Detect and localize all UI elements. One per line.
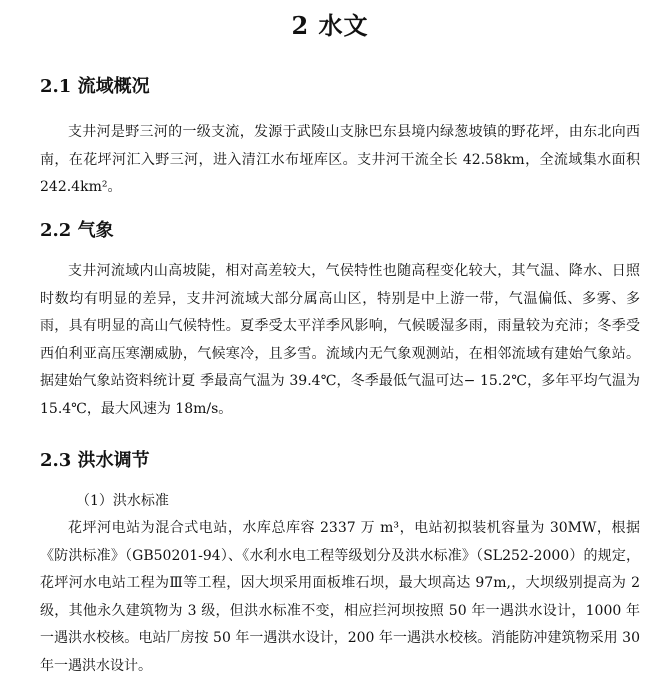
section-heading-2-3: 2.3 洪水调节 [40, 450, 150, 471]
section-2-3-subheading: （1）洪水标准 [76, 493, 169, 509]
chapter-title: 2 水文 [291, 11, 369, 40]
section-heading-2-2: 2.2 气象 [40, 220, 114, 241]
section-2-2-paragraph: 支井河流域内山高坡陡，相对高差较大，气侯特性也随高程变化较大，其气温、降水、日照时数均有明显的差异，支井河流域大部分属高山区，特别是中上游一带，气温偏低、多雾、多雨，具有明显的高山气候特性。夏季受太平洋季风影响，气候暖湿多雨，雨量较为充沛；冬季受西伯利亚高压寒潮威胁，气候寒冷，且多雪。流域内无气象观测站，在相邻流域有建始气象站。据建始气象站资料统计夏 季最高气温为 39.4℃，冬季最低气温可达− 15.2℃，多年平均气温为 15.4℃，最大风速为 18m/s。 [40, 263, 640, 417]
section-2-3-paragraph: 花坪河电站为混合式电站，水库总库容 2337 万 m³，电站初拟装机容量为 30MW，根据《防洪标准》（GB50201-94）、《水利水电工程等级划分及洪水标准》（SL252-2000）的规定，花坪河水电站工程为Ⅲ等工程，因大坝采用面板堆石坝，最大坝高达 97m,，大坝级别提高为 2 级，其他永久建筑物为 3 级，但洪水标准不变，相应拦河坝按照 50 年一遇洪水设计，1000 年一遇洪水校核。电站厂房按 50 年一遇洪水设计，200 年一遇洪水校核。消能防冲建筑物采用 30 年一遇洪水设计。 [40, 520, 640, 674]
section-heading-2-1: 2.1 流域概况 [40, 76, 150, 97]
section-2-1-paragraph: 支井河是野三河的一级支流，发源于武陵山支脉巴东县境内绿葱坡镇的野花坪，由东北向西南，在花坪河汇入野三河，进入清江水布垭库区。支井河干流全长 42.58km，全流域集水面积 242.4km²。 [40, 124, 640, 195]
